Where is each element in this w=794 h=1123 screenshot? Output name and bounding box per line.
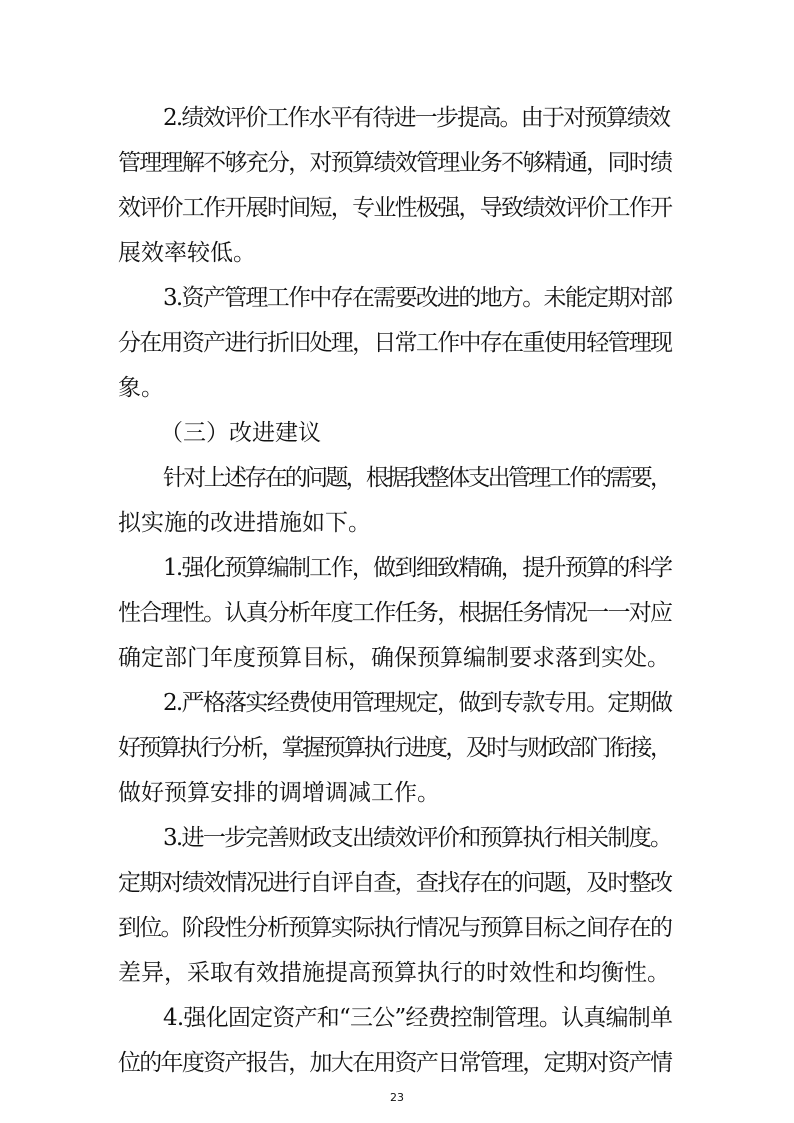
line-text: 定期对绩效情况进行自评自查，查找存在的问题，及时整改 [118,870,672,896]
line-text: 3.进一步完善财政支出绩效评价和预算执行相关制度。 [163,825,672,851]
line-text: 性合理性。认真分析年度工作任务，根据任务情况一一对应 [118,600,672,626]
line-text: 管理理解不够充分，对预算绩效管理业务不够精通，同时绩 [118,150,672,176]
line-text: 分在用资产进行折旧处理，日常工作中存在重使用轻管理现 [118,330,672,356]
line-text: 好预算执行分析，掌握预算执行进度，及时与财政部门衔接， [118,735,671,761]
line-text: 4.强化固定资产和“三公”经费控制管理。认真编制单 [163,1005,673,1031]
line-text: 效评价工作开展时间短，专业性极强，导致绩效评价工作开 [118,195,672,221]
line-text: 3.资产管理工作中存在需要改进的地方。未能定期对部 [163,285,672,311]
line-text: 2.绩效评价工作水平有待进一步提高。由于对预算绩效 [163,105,670,131]
page-number: 23 [390,1091,404,1104]
line-text: 位的年度资产报告，加大在用资产日常管理，定期对资产情 [118,1050,672,1076]
line-text: 到位。阶段性分析预算实际执行情况与预算目标之间存在的 [118,915,672,941]
line-text: 2.严格落实经费使用管理规定，做到专款专用。定期做 [163,690,672,716]
line-text: 展效率较低。 [118,240,256,266]
line-text: 差异，采取有效措施提高预算执行的时效性和均衡性。 [118,960,670,986]
text-line [0,1037,794,1089]
heading-text: （三）改进建议 [160,420,321,446]
line-text: 针对上述存在的问题，根据我整体支出管理工作的需要， [163,465,671,491]
line-text: 做好预算安排的调增调减工作。 [118,780,440,806]
line-text: 拟实施的改进措施如下。 [118,510,371,536]
line-text: 1.强化预算编制工作，做到细致精确，提升预算的科学 [163,555,672,581]
line-text: 确定部门年度预算目标，确保预算编制要求落到实处。 [118,645,670,671]
line-text: 象。 [118,375,164,401]
